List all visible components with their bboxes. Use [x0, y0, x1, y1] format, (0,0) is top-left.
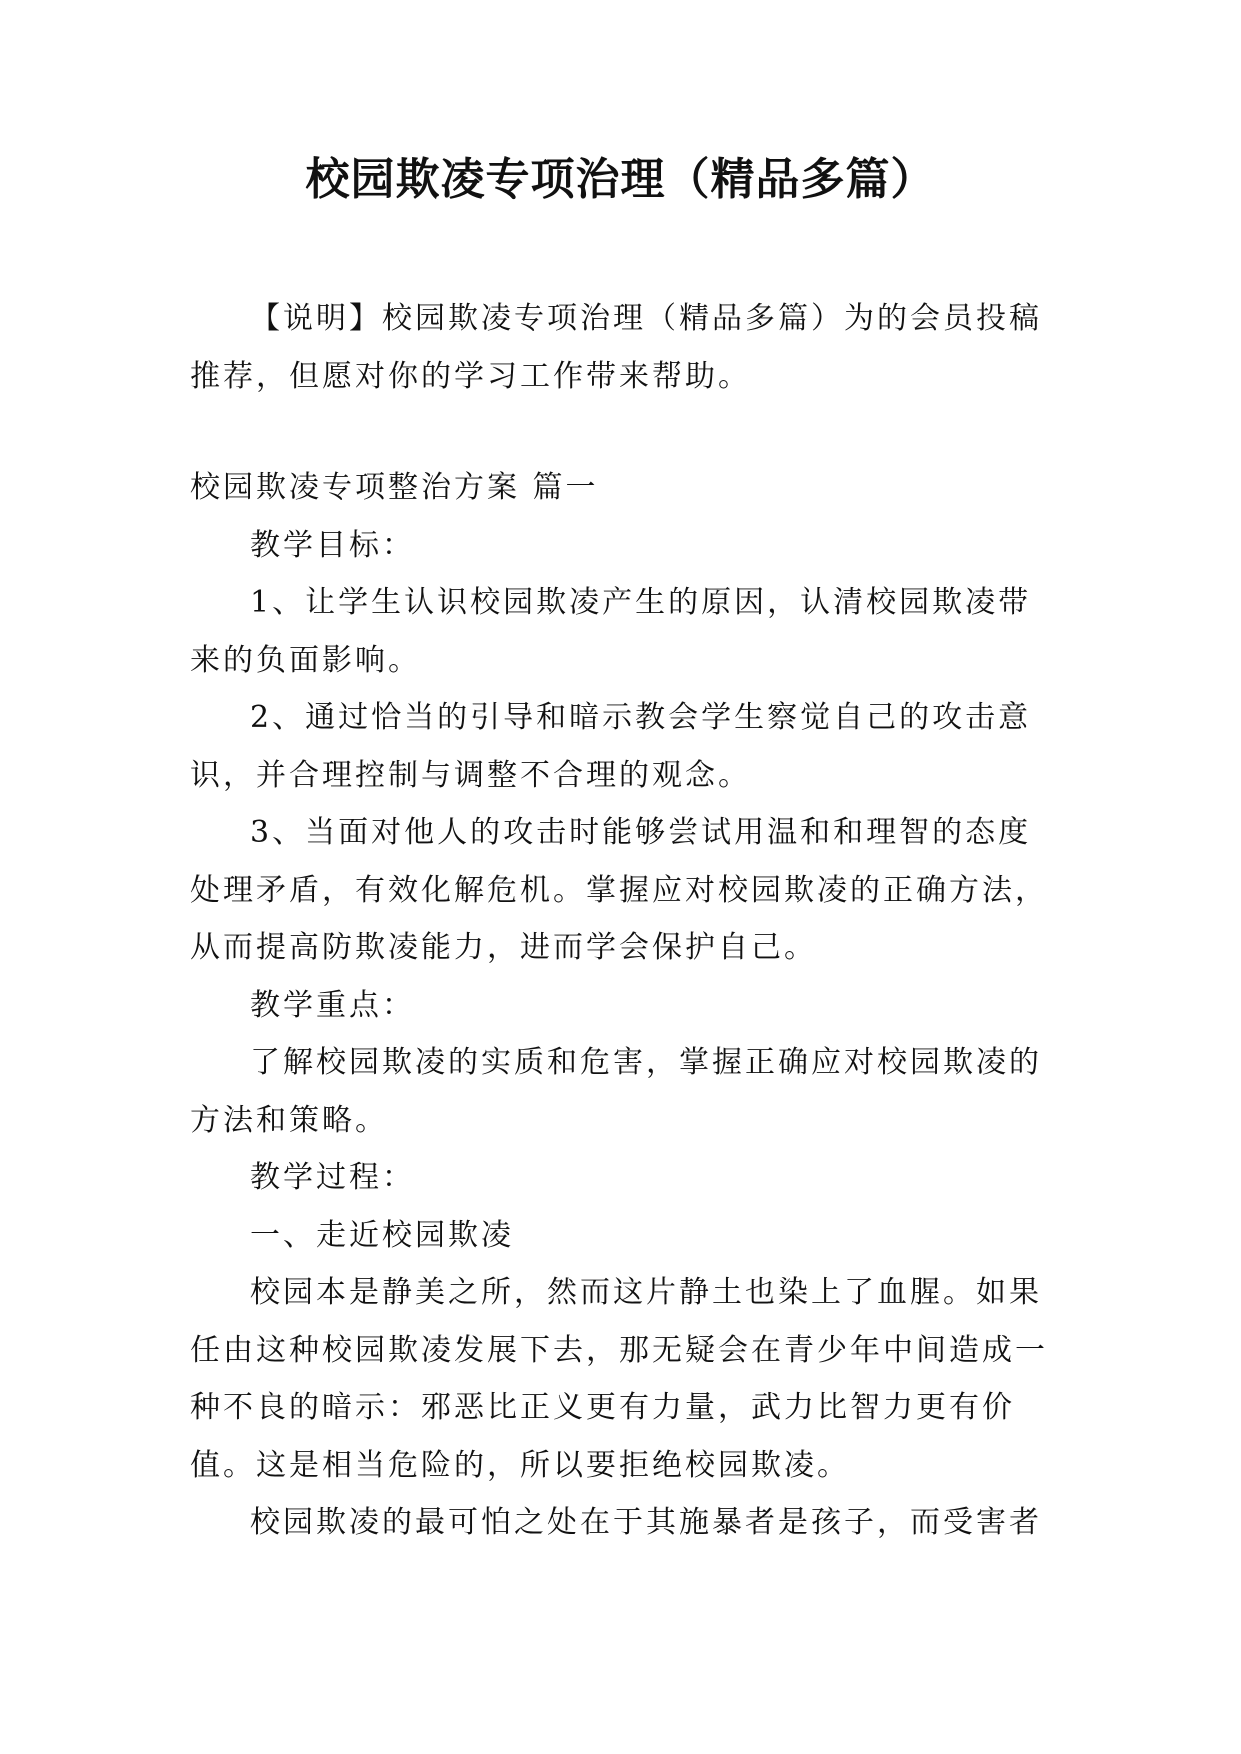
paragraph: 1、让学生认识校园欺凌产生的原因，认清校园欺凌带来的负面影响。 — [190, 585, 1032, 678]
paragraph: 3、当面对他人的攻击时能够尝试用温和和理智的态度处理矛盾，有效化解危机。掌握应对校园欺凌的正确方法，从而提高防欺凌能力，进而学会保护自己。 — [190, 815, 1048, 965]
paragraph: 教学重点： — [250, 987, 415, 1023]
paragraph: 一、走近校园欺凌 — [250, 1217, 514, 1253]
paragraph: 校园欺凌的最可怕之处在于其施暴者是孩子，而受害者 — [250, 1505, 1042, 1540]
document-title: 校园欺凌专项治理（精品多篇） — [305, 154, 936, 205]
paragraph: 了解校园欺凌的实质和危害，掌握正确应对校园欺凌的方法和策略。 — [190, 1045, 1042, 1138]
paragraph: 教学目标： — [250, 527, 415, 563]
paragraph: 教学过程： — [250, 1160, 415, 1195]
section-heading: 校园欺凌专项整治方案 篇一 — [190, 470, 599, 505]
paragraph: 校园本是静美之所，然而这片静土也染上了血腥。如果任由这种校园欺凌发展下去，那无疑会在青少年中间造成一种不良的暗示：邪恶比正义更有力量，武力比智力更有价值。这是相当危险的，所以要拒绝校园欺凌。 — [190, 1275, 1048, 1483]
paragraph: 2、通过恰当的引导和暗示教会学生察觉自己的攻击意识，并合理控制与调整不合理的观念。 — [190, 700, 1032, 793]
intro-paragraph: 【说明】校园欺凌专项治理（精品多篇）为的会员投稿推荐，但愿对你的学习工作带来帮助。 — [190, 301, 1042, 394]
document-body — [190, 290, 1060, 1552]
